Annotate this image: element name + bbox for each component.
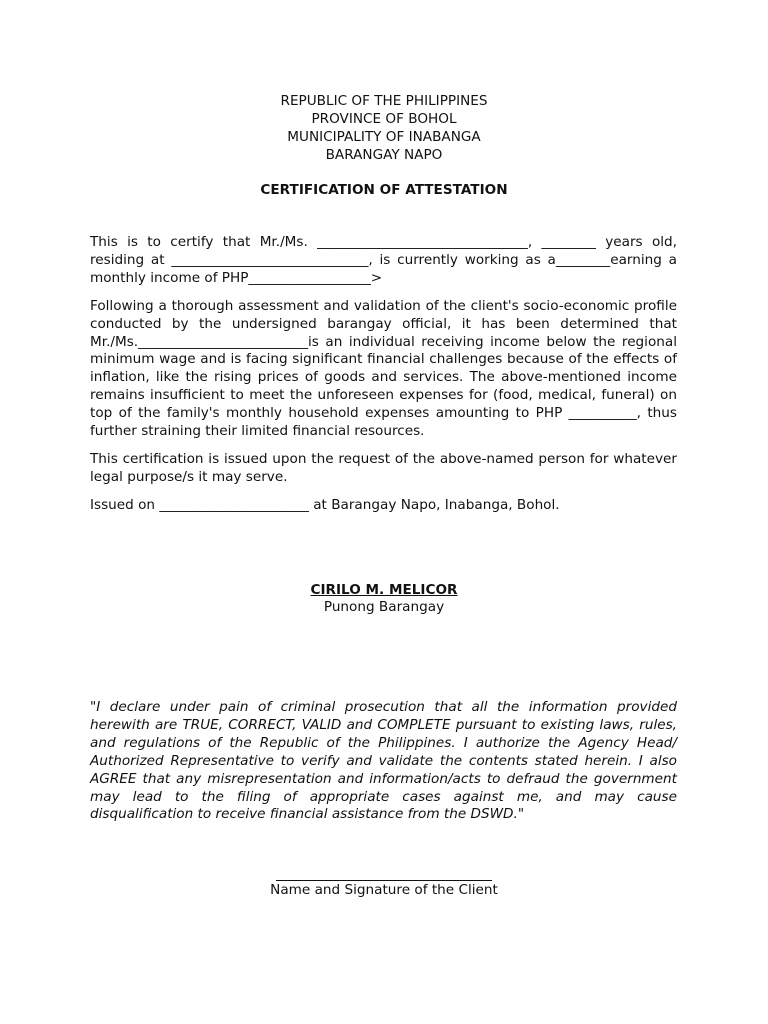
header-barangay: BARANGAY NAPO: [325, 147, 443, 163]
paragraph-purpose: This certification is issued upon the request of the above-named person for whatever legal purpose/s it may serve.: [90, 450, 677, 485]
signatory-name: CIRILO M. MELICOR: [310, 582, 458, 598]
client-signature-line: [276, 862, 492, 881]
header-municipality: MUNICIPALITY OF INABANGA: [287, 129, 481, 145]
document-body: [90, 234, 677, 525]
paragraph-certify: This is to certify that Mr./Ms. _______________________________, ________ years old, residing at _____________________________, is currently working as a________earning a monthly income of PHP__________________>: [90, 234, 677, 286]
client-declaration: "I declare under pain of criminal prosecution that all the information provided herewith are TRUE, CORRECT, VALID and COMPLETE pursuant to existing laws, rules, and regulations of the Republic of the Philippines. I authorize the Agency Head/ Authorized Representative to verify and validate the contents stated herein. I also AGREE that any misrepresentation and information/acts to defraud the government may lead to the filing of appropriate cases against me, and may cause disqualification to receive financial assistance from the DSWD.": [90, 699, 677, 823]
client-signature-label: Name and Signature of the Client: [270, 882, 498, 898]
header-province: PROVINCE OF BOHOL: [311, 111, 457, 127]
client-signature-block: [0, 862, 768, 899]
document-title: CERTIFICATION OF ATTESTATION: [260, 182, 508, 198]
signatory-position: Punong Barangay: [323, 599, 445, 615]
document-header: [0, 92, 768, 164]
signatory-block: [0, 582, 768, 616]
header-republic: REPUBLIC OF THE PHILIPPINES: [280, 93, 488, 109]
paragraph-issued: Issued on ______________________ at Barangay Napo, Inabanga, Bohol.: [90, 496, 560, 513]
paragraph-assessment: Following a thorough assessment and validation of the client's socio-economic profile conducted by the undersigned barangay official, it has been determined that Mr./Ms._________________________is an individual receiving income below the regional minimum wage and is facing significant financial challenges because of the effects of inflation, like the rising prices of goods and services. The above-mentioned income remains insufficient to meet the unforeseen expenses for (food, medical, funeral) on top of the family's monthly household expenses amounting to PHP __________, thus further straining their limited financial resources.: [90, 297, 677, 440]
